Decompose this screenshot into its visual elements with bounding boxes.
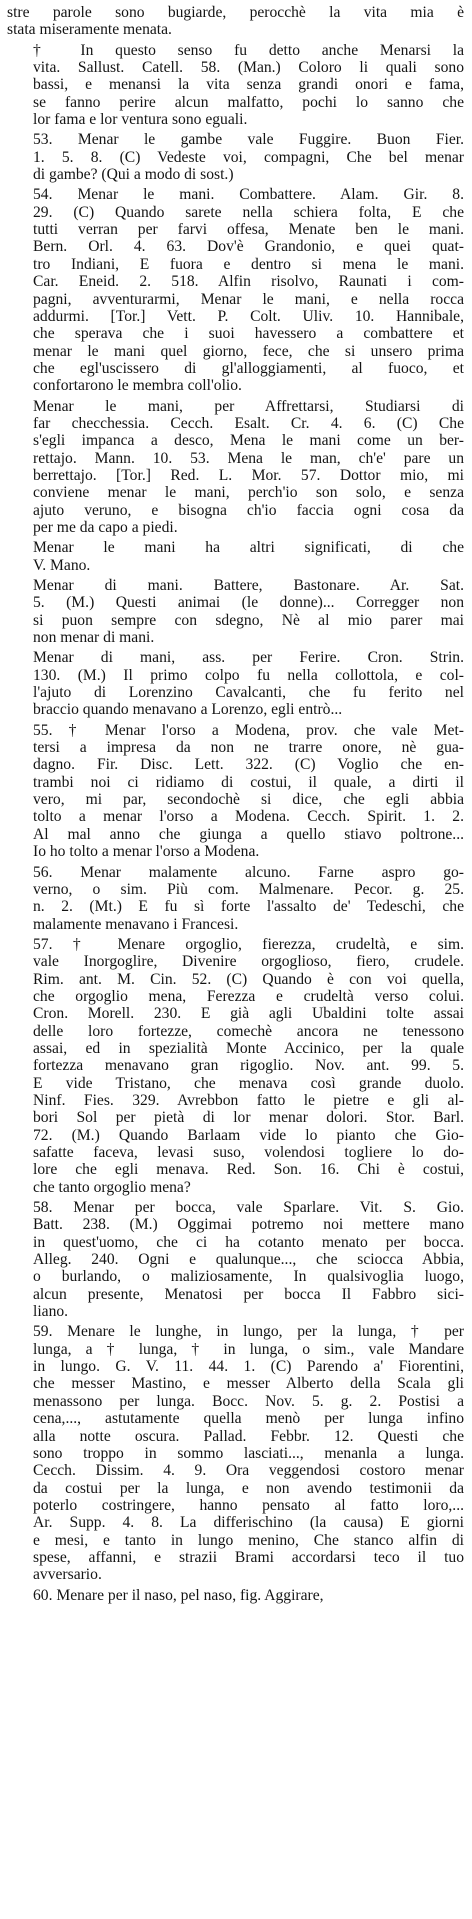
text-line: alla notte oscura. Pallad. Febbr. 12. Questi che	[33, 1427, 464, 1445]
text-line: safatte faceva, levasi suso, volendosi togliere lo do-	[33, 1144, 464, 1161]
text-line: dagno. Fir. Disc. Lett. 322. (C) Voglio che en-	[33, 756, 464, 774]
text-line: in quest'uomo, che ci ha cotanto menato per bocca.	[33, 1233, 464, 1251]
text-line: addurmi. [Tor.] Vett. P. Colt. Uliv. 10. Hannibale,	[33, 307, 464, 325]
text-line: Io ho tolto a menar l'orso a Modena.	[33, 843, 260, 861]
entry-55	[7, 722, 464, 861]
text-line: tutti verran per farvi offesa, Menate ben le mani.	[33, 221, 464, 239]
entry-56	[7, 864, 464, 933]
text-line: che sperava che i suoi havessero a combattere et	[33, 325, 464, 343]
text-line: si puon sempre con sdegno, Nè al mio parer mai	[33, 611, 464, 629]
entry-57	[7, 936, 464, 1196]
text-line: o burlando, o maliziosamente, In qualsivoglia luogo,	[33, 1268, 464, 1286]
text-line: che orgoglio mena, Ferezza e crudeltà verso colui.	[33, 987, 464, 1005]
text-line: Cron. Morell. 230. E già agli Ubaldini tolte assai	[33, 1005, 464, 1023]
text-line: tersi a impresa da non ne trarre onore, nè gua-	[33, 739, 464, 757]
text-line: tro Indiani, E fuora e dentro si mena le mani.	[33, 255, 464, 273]
text-line: lunga, a † lunga, † in lunga, o sim., vale Mandare	[33, 1340, 464, 1358]
text-line: Alleg. 240. Ogni e qualunque..., che sciocca Abbia,	[33, 1251, 464, 1269]
text-line: vita. Sallust. Catell. 58. (Man.) Coloro li quali sono	[33, 59, 464, 77]
text-line: poterlo costringere, hanno pensato al fatto loro,...	[33, 1496, 464, 1514]
text-line: di gambe? (Qui a modo di sost.)	[33, 166, 234, 184]
text-line: 72. (M.) Quando Barlaam vide lo pianto che Gio-	[33, 1126, 464, 1144]
text-line: Al mal anno che giunga a quello stiavo poltrone...	[33, 825, 464, 843]
dictionary-text-column	[7, 4, 464, 1604]
entry-60	[7, 1587, 464, 1604]
text-line: 60. Menare per il naso, pel naso, fig. Aggirare,	[33, 1586, 324, 1604]
text-line: berrettajo. [Tor.] Red. L. Mor. 57. Dottor mio, mi	[33, 466, 464, 484]
continuation-paragraph	[7, 4, 464, 39]
text-line: † In questo senso fu detto anche Menarsi la	[33, 41, 464, 59]
text-line: 57. † Menare orgoglio, fierezza, crudeltà, e sim.	[33, 935, 464, 953]
text-line: 56. Menar malamente alcuno. Farne aspro go-	[33, 863, 464, 881]
entry-menarsi-la-vita-sense	[7, 42, 464, 129]
text-line: Ninf. Fies. 329. Avrebbon fatto le pietre e gli al-	[33, 1091, 464, 1109]
text-line: ajuto veruno, e bisogna ch'io faccia ogni cosa da	[33, 501, 464, 519]
entry-59	[7, 1323, 464, 1583]
text-line: vero, mi par, secondochè si dice, che egli abbia	[33, 791, 464, 809]
text-line: che egl'uscissero di gl'alloggiamenti, al fuoco, et	[33, 359, 464, 377]
entry-menar-di-mani-battere	[7, 577, 464, 646]
text-line: in lungo. G. V. 11. 44. 1. (C) Parendo a' Fiorentini,	[33, 1358, 464, 1376]
text-line: 59. Menare le lunghe, in lungo, per la lunga, † per	[33, 1323, 464, 1341]
text-line: bori Sol per pietà di lor menar dolori. Stor. Barl.	[33, 1109, 464, 1127]
text-line: cena,..., astutamente quella menò per lunga infino	[33, 1410, 464, 1428]
entry-menar-le-mani-altri	[7, 539, 464, 574]
text-line: verno, o sim. Più com. Malmenare. Pecor. g. 25.	[33, 880, 464, 898]
text-line: V. Mano.	[33, 556, 91, 574]
text-line: 5. (M.) Questi animai (le donne)... Corregger non	[33, 594, 464, 612]
text-line: sono troppo in sommo lasciati..., menanla a lunga.	[33, 1444, 464, 1462]
text-line: avversario.	[33, 1566, 102, 1584]
text-line: 55. † Menar l'orso a Modena, prov. che vale Met-	[33, 721, 464, 739]
text-line: 1. 5. 8. (C) Vedeste voi, compagni, Che bel menar	[33, 148, 464, 166]
text-line: stre parole sono bugiarde, perocchè la vita mia è	[7, 4, 464, 21]
text-line: alcun presente, Menatosi per bocca Il Fabbro sici-	[33, 1285, 464, 1303]
text-line: Bern. Orl. 4. 63. Dov'è Grandonio, e quei quat-	[33, 238, 464, 256]
text-line: l'ajuto di Lorenzino Cavalcanti, che fu ferito nel	[33, 684, 464, 702]
entry-menar-di-mani-ferire	[7, 649, 464, 718]
text-line: fortezza menavano gran rigoglio. Nov. ant. 99. 5.	[33, 1057, 464, 1075]
text-line: per me da capo a piedi.	[33, 518, 178, 536]
text-line: malamente menavano i Francesi.	[33, 915, 239, 933]
entry-53	[7, 131, 464, 183]
text-line: Menar di mani. Battere, Bastonare. Ar. Sat.	[33, 577, 464, 594]
text-line: menassono per lunga. Bocc. Nov. 5. g. 2. Postisi a	[33, 1392, 464, 1410]
text-line: Ar. Supp. 4. 8. La differischino (la causa) E giorni	[33, 1514, 464, 1532]
text-line: assai, ed in spezialità Monte Accinico, per la quale	[33, 1039, 464, 1057]
text-line: far checchessia. Cecch. Esalt. Cr. 4. 6. (C) Che	[33, 414, 464, 432]
text-line: 130. (M.) Il primo colpo fu nella collottola, e col-	[33, 666, 464, 684]
text-line: liano.	[33, 1303, 69, 1321]
text-line: s'egli impanca a desco, Mena le mani come un ber-	[33, 432, 464, 450]
text-line: non menar di mani.	[33, 629, 155, 647]
text-line: tolto a menar l'orso a Modena. Cecch. Spirit. 1. 2.	[33, 808, 464, 826]
text-line: Cecch. Dissim. 4. 9. Ora veggendosi costoro menar	[33, 1462, 464, 1480]
text-line: vale Inorgoglire, Divenire orgoglioso, fiero, crudele.	[33, 953, 464, 971]
text-line: che tanto orgoglio mena?	[33, 1178, 191, 1196]
entry-54	[7, 186, 464, 394]
text-line: che messer Mastino, e messer Alberto della Scala gli	[33, 1375, 464, 1393]
text-line: se fanno perire alcun malfatto, pochi lo sanno che	[33, 93, 464, 111]
text-line: lor fama e lor ventura sono eguali.	[33, 111, 248, 129]
text-line: menar le mani quel giorno, fece, che si unsero prima	[33, 342, 464, 360]
text-line: 53. Menar le gambe vale Fuggire. Buon Fier.	[33, 131, 464, 149]
text-line: E vide Tristano, che menava così grande duolo.	[33, 1074, 464, 1092]
text-line: stata miseramente menata.	[7, 21, 172, 39]
text-line: lore che egli menava. Red. Son. 16. Chi è costui,	[33, 1161, 464, 1179]
text-line: Menar le mani, per Affrettarsi, Studiarsi di	[33, 397, 464, 415]
text-line: conviene menar le mani, perch'io son solo, e senza	[33, 484, 464, 502]
text-line: Car. Eneid. 2. 518. Alfin risolvo, Raunati i com-	[33, 273, 464, 291]
text-line: trambi noi ci ridiamo di costui, il quale, a dirti il	[33, 773, 464, 791]
text-line: bassi, e menansi la vita senza grandi onori e fama,	[33, 76, 464, 94]
text-line: Batt. 238. (M.) Oggimai potremo noi mettere mano	[33, 1216, 464, 1234]
text-line: Menar le mani ha altri significati, di che	[33, 539, 464, 557]
text-line: braccio quando menavano a Lorenzo, egli entrò...	[33, 701, 343, 719]
text-line: Rim. ant. M. Cin. 52. (C) Quando è con voi quella,	[33, 970, 464, 988]
text-line: da costui per la lunga, e non avendo testimonii da	[33, 1479, 464, 1497]
text-line: pagni, avventurarmi, Menar le mani, e nella rocca	[33, 290, 464, 308]
entry-menar-le-mani-affrettarsi	[7, 398, 464, 537]
text-line: confortarono le membra coll'olio.	[33, 377, 242, 395]
text-line: 29. (C) Quando sarete nella schiera folta, E che	[33, 203, 464, 221]
entry-58	[7, 1199, 464, 1320]
text-line: 54. Menar le mani. Combattere. Alam. Gir. 8.	[33, 186, 464, 204]
text-line: spese, affanni, e strazii Brami accordarsi teco il tuo	[33, 1548, 464, 1566]
text-line: e mesi, e tanto in lungo menino, Che stanco alfin di	[33, 1531, 464, 1549]
text-line: n. 2. (Mt.) E fu sì forte l'assalto de' Tedeschi, che	[33, 898, 464, 916]
text-line: Menar di mani, ass. per Ferire. Cron. Strin.	[33, 649, 464, 667]
text-line: delle loro fortezze, comechè ancora ne tenessono	[33, 1022, 464, 1040]
text-line: rettajo. Mann. 10. 53. Mena le man, ch'e' pare un	[33, 449, 464, 467]
text-line: 58. Menar per bocca, vale Sparlare. Vit. S. Gio.	[33, 1199, 464, 1217]
